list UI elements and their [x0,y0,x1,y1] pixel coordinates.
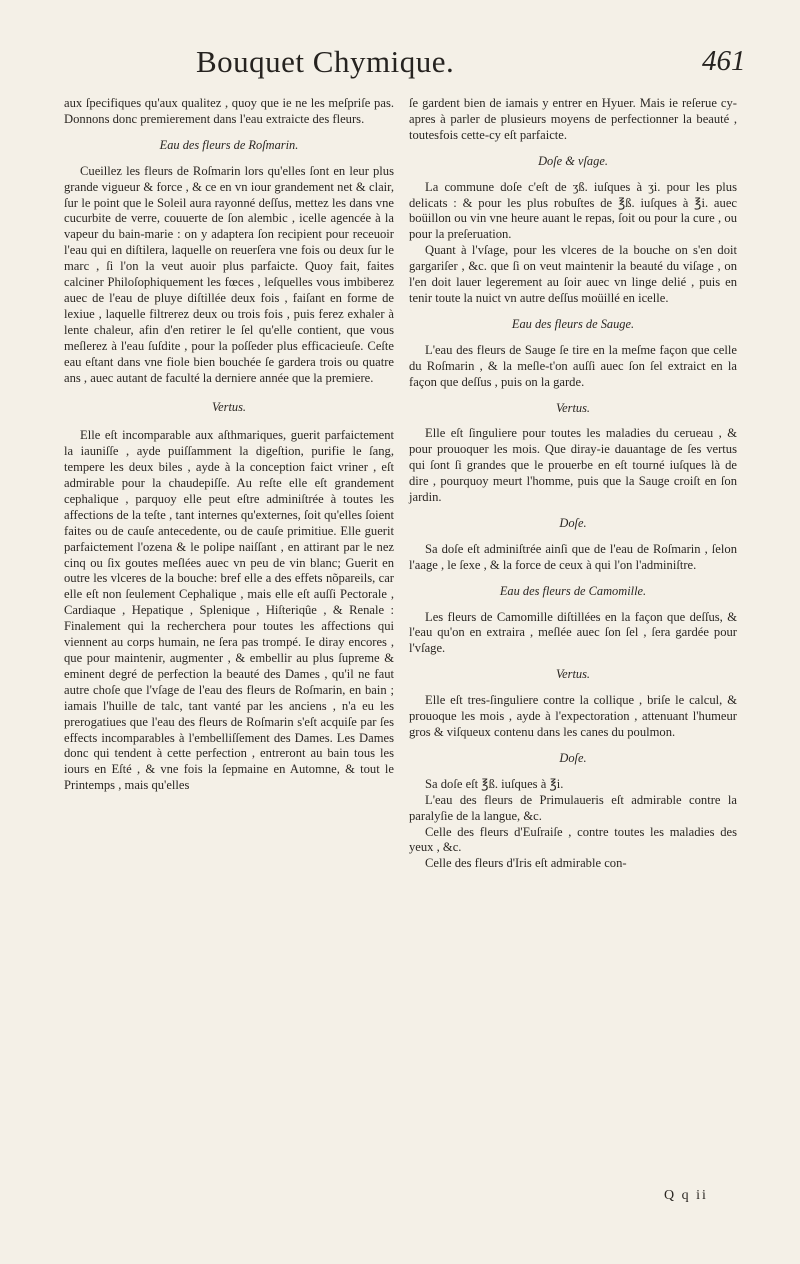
section-heading: Vertus. [555,400,591,415]
paragraph: Elle eſt tres-ſinguliere contre la collique , briſe le calcul, & prouoque les mois , ayde à l'expectoration , attenuant l'humeur gros & viſqueux contenu dans les canes du poulmon. [409,693,737,739]
page-number: 461 [702,45,746,77]
section-heading: Doſe. [559,750,587,765]
signature-catchword: Q q ii [664,1188,708,1203]
paragraph: aux ſpecifiques qu'aux qualitez , quoy que ie ne les meſpriſe pas. Donnons donc premierement dans l'eau extraicte des fleurs. [64,96,394,126]
paragraph: Celle des fleurs d'Euſraiſe , contre toutes les maladies des yeux , &c. [409,824,737,855]
paragraph: La commune doſe c'eſt de ʒß. iuſques à ʒi. pour les plus delicats : & pour les plus robuſtes de ℥ß. iuſques à ℥i. auec boüillon ou vin vne heure auant le repas, ſoit ou pour la cure , ou pour la preſeruation. [409,179,737,242]
section-heading: Doſe. [559,515,587,530]
right-column [409,96,737,872]
section-heading: Eau des fleurs de Camomille. [499,583,647,598]
paragraph: Sa doſe eſt adminiſtrée ainſi que de l'eau de Roſmarin , ſelon l'aage , le ſexe , & la force de ceux à qui l'on l'adminiſtre. [409,541,737,572]
paragraph: Cueillez les fleurs de Roſmarin lors qu'elles ſont en leur plus grande vigueur & force , & ce en vn iour grandement net & clair, ſur le point que le Soleil aura rayonné deſſus, mettez les dans vne cucurbite de verre, couuerte de ſon alembic , icelle agencée à la vapeur du bain-marie : on y adaptera ſon recipient pour receuoir l'eau qui en diſtilera, laquelle on reuerſera vne fois ou deux ſur le marc , ſi l'on la veut auoir plus parfaicte. Quoy fait, faites calciner Philoſophiquement les fœces , leſquelles vous imbiberez auec de l'eau de pluye diſtillée deux fois , faiſant en forme de lexiue , laquelle filtrerez deux ou trois fois , puis ferez exhaler à lente chaleur, afin d'en retirer le ſel qu'elle contient, que vous meſlerez à l'eau ſuſdite , pour la poſſeder plus efficacieuſe. Ceſte eau eſtant dans vne fiole bien bouchée ſe gardera trois ou quatre ans , auec autant de faculté la derniere année que la premiere. [64,163,394,385]
paragraph: Quant à l'vſage, pour les vlceres de la bouche on s'en doit gargariſer , &c. que ſi on veut maintenir la beauté du viſage , on l'en doit lauer legerement au ſoir auec vn linge delié , puis en tenir toute la nuict vn autre deſſus moüillé en icelle. [409,243,737,305]
paragraph: Elle eſt incomparable aux aſthmariques, guerit parfaictement la iauniſſe , ayde puiſſamment la digeſtion, purifie le ſang, tempere les deux biles , ayde à la conception faict vriner , eſt admirable pour la chaudepiſſe. Au reſte elle eſt grandement cephalique , parquoy elle peut eſtre adminiſtrée à toutes les affections de la teſte , tant internes qu'externes, ſoit qu'elles ſoient faites ou de cauſe antecedente, ou de cauſe primitiue. Elle guerit parfaictement l'ozena & le polipe naiſſant , en attirant par le nez cinq ou ſix goutes meſlées auec vn peu de vin blanc; Guerit en outre les vlceres de la bouche: bref elle a des effets nõpareils, car elle eſt non ſeulement Cephalique , mais elle eſt auſſi Pectorale , Cardiaque , Hepatique , Splenique , Hiſteriqûe , & Renale : Finalement qui la recherchera pour toutes les affections qui viennent au corps humain, ne ſera pas trompé. Ie diray encores , que pour maintenir, augmenter , & embellir au plus ſupreme & eminent degré de perfection la beauté des Dames , qu'il ne faut autre choſe que l'vſage de l'eau des fleurs de Roſmarin, en bain ; iamais l'huille de talc, tant vanté par les anciens , n'a eu les prerogatiues que l'eau des fleurs de Roſmarin s'eſt acquiſe par ſes effects incomparables à l'embelliſſement des Dames. Les Dames donc qui tendent à cette perfection , entreront au bain tous les iours en Eſté , & vne fois la ſepmaine en Automne, & tout le Printemps , mais qu'elles [64,428,394,793]
paragraph: Elle eſt ſinguliere pour toutes les maladies du cerueau , & pour prouoquer les mois. Que diray-ie dauantage de ſes vertus qui ſont ſi grandes que le prouerbe en eſt tourné iuſques là de dire , pourquoy meurt l'homme, puis que la Sauge croiſt en ſon jardin. [409,426,737,505]
section-heading: Vertus. [555,667,591,682]
section-heading: Vertus. [211,400,247,415]
section-heading: Eau des fleurs de Roſmarin. [159,137,299,152]
paragraph: L'eau des fleurs de Sauge ſe tire en la meſme façon que celle du Roſmarin , & la meſle-t'on auſſi auec ſon ſel extraict en la façon que deſſus , puis on la garde. [409,342,737,389]
paragraph: Sa doſe eſt ℥ß. iuſques à ℥i. [425,776,564,791]
paragraph: L'eau des fleurs de Primulaueris eſt admirable contre la paralyſie de la langue, &c. [409,792,737,823]
paragraph: Celle des fleurs d'Iris eſt admirable con- [425,856,627,871]
section-heading: Eau des fleurs de Sauge. [511,316,635,331]
section-heading: Doſe & vſage. [538,153,608,168]
paragraph: Les fleurs de Camomille diſtillées en la façon que deſſus, & l'eau qu'on en extraira , meſlée auec ſon ſel , ſera gardée pour l'vſage. [409,609,737,656]
paragraph: ſe gardent bien de iamais y entrer en Hyuer. Mais ie reſerue cy-apres à parler de plusieurs moyens de perfectionner la beauté , toutesfois cette-cy eſt parfaicte. [409,96,737,142]
running-title: Bouquet Chymique. [196,44,455,79]
left-column [64,96,394,794]
